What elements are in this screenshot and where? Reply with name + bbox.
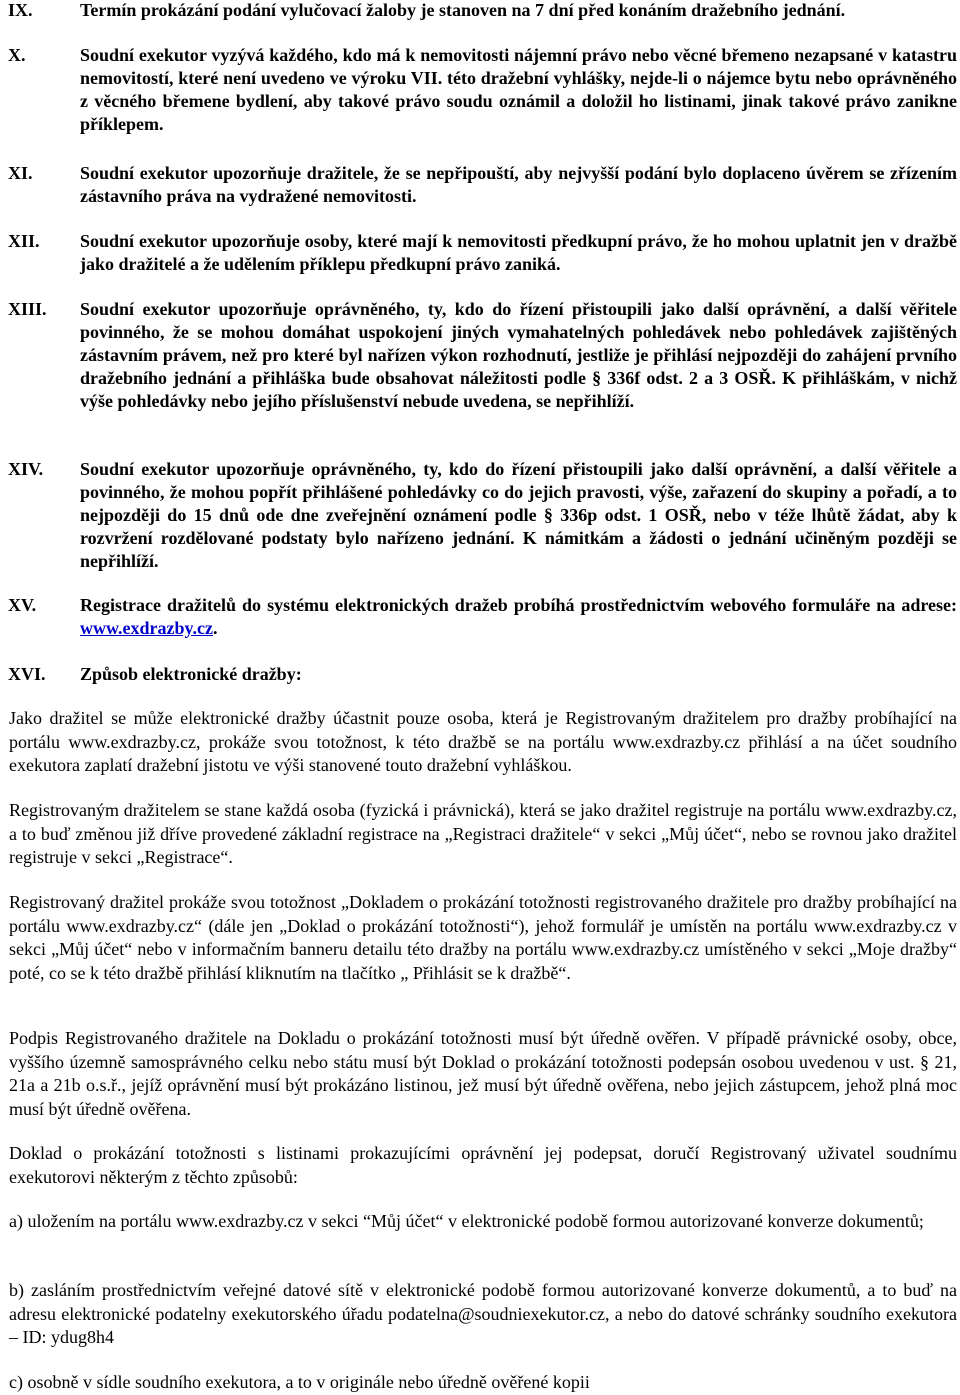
section-text-body: Registrace dražitelů do systému elektronických dražeb probíhá prostřednictvím webového formuláře na adrese:	[80, 595, 957, 615]
section-number: XII.	[8, 231, 40, 251]
paragraph-participation: Jako dražitel se může elektronické dražby účastnit pouze osoba, která je Registrovaným dražitelem pro dražby probíhající na portálu www.exdrazby.cz, prokáže svou totožnost, k této dražbě se na portálu www.exdrazby.cz přihlásí a na účet soudního exekutora zaplatí dražební jistotu ve výši stanovené touto dražební vyhláškou.	[9, 708, 957, 775]
section-text: Soudní exekutor vyzývá každého, kdo má k nemovitosti nájemní právo nebo věcné břemeno nezapsané v katastru nemovitostí, které není uvedeno ve výroku VII. této dražební vyhlášky, nejde-li o nájemce bytu nebo oprávněného z věcného břemene bydlení, aby takové právo soudu oznámil a doložil ho listinami, jinak takové právo zanikne příklepem.	[80, 45, 957, 134]
section-text: Soudní exekutor upozorňuje oprávněného, ty, kdo do řízení přistoupili jako další oprávnění, a další věřitele a povinného, že mohou popřít přihlášené pohledávky co do jejich pravosti, výše, zařazení do skupiny a pořadí, a to nejpozději do 15 dnů ode dne zveřejnění oznámení podle § 336p odst. 1 OSŘ, nebo v téže lhůtě žádat, aby k rozvržení rozdělované podstaty bylo nařízeno jednání. K námitkám a žádosti o jednání učiněným později se nepřihlíží.	[80, 459, 957, 571]
paragraph-registration: Registrovaným dražitelem se stane každá osoba (fyzická i právnická), která se jako dražitel registruje na portálu www.exdrazby.cz, a to buď změnou již dříve provedené základní registrace na „Registraci dražitele“ v sekci „Můj účet“, nebo se rovnou jako dražitel registruje v sekci „Registrace“.	[9, 800, 957, 867]
section-number: XV.	[8, 595, 37, 615]
paragraph-option-c: c) osobně v sídle soudního exekutora, a to v originále nebo úředně ověřené kopii	[9, 1372, 590, 1392]
paragraph-option-b: b) zasláním prostřednictvím veřejné datové sítě v elektronické podobě formou autorizované konverze dokumentů, a to buď na adresu elektronické podatelny exekutorského úřadu podatelna@soudniexekutor.cz, a nebo do datové schránky soudního exekutora – ID: ydug8h4	[9, 1280, 957, 1347]
section-number: XVI.	[8, 664, 46, 684]
section-text: Soudní exekutor upozorňuje oprávněného, ty, kdo do řízení přistoupili jako další oprávnění, a další věřitele povinného, že se mohou domáhat uspokojení jiných vymahatelných pohledávek nebo pohledávek zajištěných zástavním právem, než pro které byl nařízen výkon rozhodnutí, jestliže je přihlásí nejpozději do zahájení prvního dražebního jednání a přihláška bude obsahovat náležitosti podle § 336f odst. 2 a 3 OSŘ. K přihláškám, v nichž výše pohledávky nebo jejího příslušenství nebude uvedena, se nepřihlíží.	[80, 299, 957, 411]
section-text: Soudní exekutor upozorňuje dražitele, že se nepřipouští, aby nejvyšší podání bylo doplaceno úvěrem se zřízením zástavního práva na vydražené nemovitosti.	[80, 163, 957, 206]
exdrazby-link[interactable]: www.exdrazby.cz	[80, 618, 213, 638]
section-number: IX.	[8, 0, 33, 20]
paragraph-identity-proof: Registrovaný dražitel prokáže svou totožnost „Dokladem o prokázání totožnosti registrovaného dražitele pro dražby probíhající na portálu www.exdrazby.cz“ (dále jen „Doklad o prokázání totožnosti“), jehož formulář je umístěn na portálu www.exdrazby.cz v sekci „Můj účet“ nebo v informačním banneru detailu této dražby na portálu www.exdrazby.cz umístěného v sekci „Moje dražby“ poté, co se k této dražbě přihlásí kliknutím na tlačítko „ Přihlásit se k dražbě“.	[9, 892, 957, 983]
section-number: XI.	[8, 163, 33, 183]
section-number: XIV.	[8, 459, 44, 479]
section-text	[80, 594, 957, 640]
paragraph-option-a: a) uložením na portálu www.exdrazby.cz v sekci “Můj účet“ v elektronické podobě formou autorizované konverze dokumentů;	[9, 1211, 924, 1231]
section-text: Soudní exekutor upozorňuje osoby, které mají k nemovitosti předkupní právo, že ho mohou uplatnit jen v dražbě jako dražitelé a že udělením příklepu předkupní právo zaniká.	[80, 231, 957, 274]
section-number: XIII.	[8, 299, 47, 319]
section-number: X.	[8, 45, 26, 65]
paragraph-signature: Podpis Registrovaného dražitele na Dokladu o prokázání totožnosti musí být úředně ověřen. V případě právnické osoby, obce, vyššího územně samosprávného celku nebo státu musí být Doklad o prokázání totožnosti podepsán osobou uvedenou v ust. § 21, 21a a 21b o.s.ř., jejíž oprávnění musí být prokázáno listinou, jež musí být úředně ověřena, nebo jejich zástupcem, jehož plná moc musí být úředně ověřena.	[9, 1028, 957, 1119]
section-text-suffix: .	[212, 618, 218, 638]
section-heading: Způsob elektronické dražby:	[80, 664, 302, 684]
section-text: Termín prokázání podání vylučovací žaloby je stanoven na 7 dní před konáním dražebního jednání.	[80, 0, 846, 20]
paragraph-delivery: Doklad o prokázání totožnosti s listinami prokazujícími oprávnění jej podepsat, doručí Registrovaný uživatel soudnímu exekutorovi některým z těchto způsobů:	[9, 1143, 957, 1187]
